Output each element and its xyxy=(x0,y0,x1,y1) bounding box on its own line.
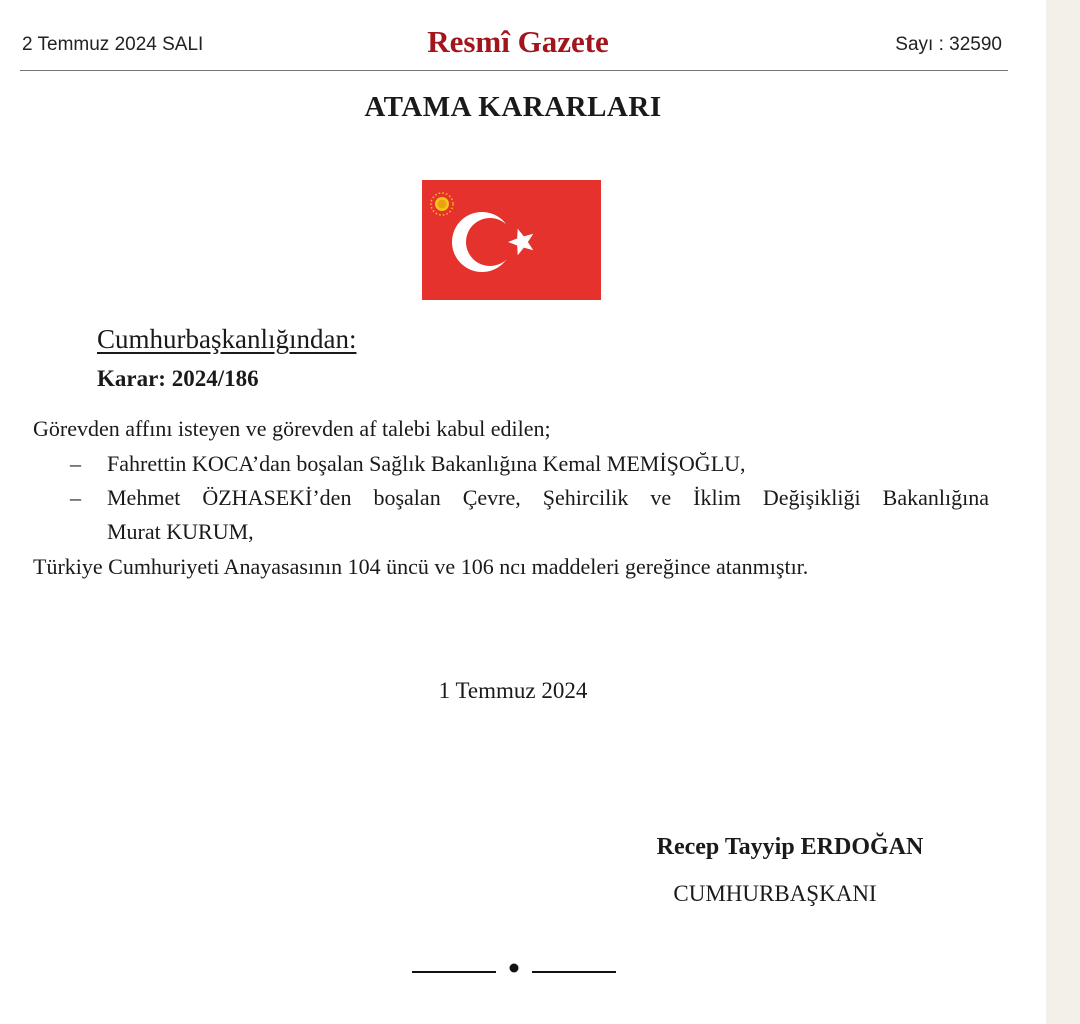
justified-word: boşalan xyxy=(373,485,441,510)
justified-word: ve xyxy=(650,485,672,510)
appointment-item: Fahrettin KOCA’dan boşalan Sağlık Bakanlığına Kemal MEMİŞOĞLU, xyxy=(107,451,746,476)
header-divider xyxy=(20,70,1008,71)
publication-date: 2 Temmuz 2024 SALI xyxy=(22,34,204,55)
gazette-masthead: Resmî Gazete xyxy=(427,24,609,59)
justified-word: ÖZHASEKİ’den xyxy=(202,485,352,510)
justified-word: Şehircilik xyxy=(542,485,629,510)
decision-number: Karar: 2024/186 xyxy=(97,366,259,391)
issue-number: Sayı : 32590 xyxy=(895,34,1002,55)
closing-paragraph: Türkiye Cumhuriyeti Anayasasının 104 üncü ve 106 ncı maddeleri gereğince atanmıştır. xyxy=(33,554,809,579)
signature-date: 1 Temmuz 2024 xyxy=(438,678,588,703)
justified-word: İklim xyxy=(693,485,741,510)
end-of-document-ornament xyxy=(412,960,616,976)
list-bullet-dash: – xyxy=(70,485,81,510)
issuing-authority: Cumhurbaşkanlığından: xyxy=(97,324,357,354)
appointment-item xyxy=(107,485,989,511)
justified-word: Bakanlığına xyxy=(882,485,989,510)
justified-word: Mehmet xyxy=(107,485,181,510)
signer-title: CUMHURBAŞKANI xyxy=(673,881,877,906)
appointment-item-continuation: Murat KURUM, xyxy=(107,519,254,544)
list-bullet-dash: – xyxy=(70,451,81,476)
document-title: ATAMA KARARLARI xyxy=(364,91,662,123)
justified-word: Değişikliği xyxy=(762,485,861,510)
turkish-flag-image xyxy=(422,180,601,300)
intro-paragraph: Görevden affını isteyen ve görevden af talebi kabul edilen; xyxy=(33,416,551,441)
signer-name: Recep Tayyip ERDOĞAN xyxy=(656,834,924,860)
justified-word: Çevre, xyxy=(462,485,521,510)
